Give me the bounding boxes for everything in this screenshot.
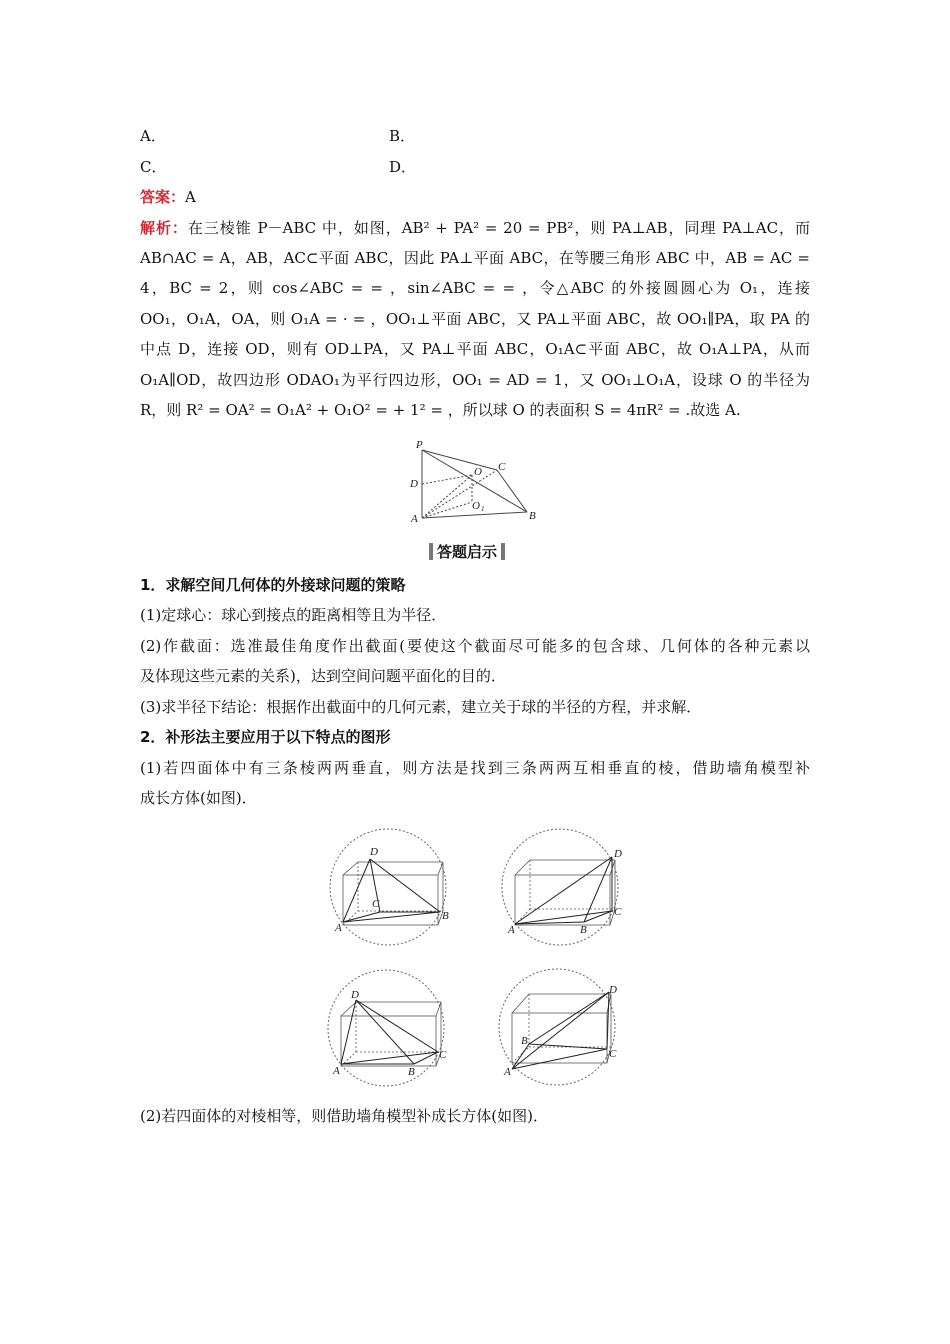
analysis-text-1: 在三棱锥 P－ABC 中，如图，AB² + PA² = 20 = PB²，则 PA⊥AB，同理 PA⊥AC，而 bbox=[187, 219, 810, 237]
answer-label: 答案： bbox=[140, 188, 186, 206]
analysis-line-5: 中点 D，连接 OD，则有 OD⊥PA，又 PA⊥平面 ABC，O₁A⊂平面 ABC，故 O₁A⊥PA，从而 bbox=[140, 340, 810, 358]
answer-value: A bbox=[185, 188, 196, 206]
sphere-figure-4 bbox=[499, 969, 624, 1089]
label-d: D bbox=[410, 478, 418, 490]
s3-label-b: B bbox=[408, 1066, 415, 1078]
s2-label-c: C bbox=[614, 906, 622, 918]
tip-heading-1: 1．求解空间几何体的外接球问题的策略 bbox=[140, 576, 406, 594]
tip-p2b: 及体现这些元素的关系)，达到空间问题平面化的目的． bbox=[140, 667, 506, 685]
tip-q1a: (1)若四面体中有三条棱两两垂直，则方法是找到三条两两互相垂直的棱，借助墙角模型补 bbox=[140, 759, 810, 777]
s3-label-c: C bbox=[439, 1049, 447, 1061]
answer-line bbox=[140, 187, 196, 207]
label-o1-sub: 1 bbox=[481, 505, 485, 513]
label-o1: O bbox=[472, 500, 480, 512]
analysis-line-2: AB∩AC = A，AB，AC⊂平面 ABC，因此 PA⊥平面 ABC，在等腰三角形 ABC 中，AB = AC = bbox=[140, 249, 810, 267]
s1-label-b: B bbox=[442, 910, 449, 922]
option-b: B． bbox=[389, 127, 416, 145]
sphere-figure-1 bbox=[328, 827, 448, 947]
s4-label-b: B bbox=[521, 1035, 528, 1047]
s1-label-c: C bbox=[372, 898, 380, 910]
tip-p1: (1)定球心：球心到接点的距离相等且为半径． bbox=[140, 606, 447, 624]
tip-q2: (2)若四面体的对棱相等，则借助墙角模型补成长方体(如图)． bbox=[140, 1107, 548, 1125]
tip-heading-2: 2．补形法主要应用于以下特点的图形 bbox=[140, 728, 391, 746]
title-bar-left bbox=[429, 543, 433, 560]
tip-p3: (3)求半径下结论：根据作出截面中的几何元素，建立关于球的半径的方程，并求解． bbox=[140, 698, 702, 716]
label-o: O bbox=[474, 466, 482, 478]
s4-label-a: A bbox=[504, 1066, 511, 1078]
tip-q1b: 成长方体(如图)． bbox=[140, 789, 257, 807]
tip-p2a: (2)作截面：选准最佳角度作出截面(要使这个截面尽可能多的包含球、几何体的各种元素以 bbox=[140, 637, 810, 655]
s2-label-b: B bbox=[580, 924, 587, 936]
label-b: B bbox=[529, 510, 536, 522]
analysis-label: 解析： bbox=[140, 219, 188, 237]
s4-label-d: D bbox=[609, 984, 617, 996]
s2-label-a: A bbox=[508, 924, 515, 936]
analysis-line-7: R，则 R² = OA² = O₁A² + O₁O² = + 1² = ，所以球 O 的表面积 S = 4πR² = .故选 A. bbox=[140, 401, 741, 419]
section-title-text: 答题启示 bbox=[437, 543, 498, 561]
analysis-line-4: OO₁，O₁A，OA，则 O₁A = · = ，OO₁⊥平面 ABC，又 PA⊥平面 ABC，故 OO₁∥PA，取 PA 的 bbox=[140, 310, 810, 328]
section-title bbox=[429, 541, 505, 562]
title-bar-right bbox=[501, 543, 505, 560]
option-d: D． bbox=[389, 158, 417, 176]
analysis-line-6: O₁A∥OD，故四边形 ODAO₁为平行四边形，OO₁ = AD = 1，又 OO₁⊥O₁A，设球 O 的半径为 bbox=[140, 371, 810, 389]
s2-label-d: D bbox=[614, 848, 622, 860]
tetrahedron-figure bbox=[405, 438, 545, 528]
option-a: A． bbox=[140, 127, 166, 145]
label-p: P bbox=[416, 439, 423, 451]
analysis-line-1 bbox=[140, 218, 810, 238]
label-c: C bbox=[498, 461, 506, 473]
s3-label-a: A bbox=[333, 1065, 340, 1077]
s1-label-d: D bbox=[370, 846, 378, 858]
s1-label-a: A bbox=[335, 922, 342, 934]
sphere-figure-2 bbox=[500, 827, 620, 947]
s3-label-d: D bbox=[351, 989, 359, 1001]
label-a: A bbox=[411, 513, 418, 525]
sphere-figure-3 bbox=[326, 970, 446, 1090]
option-c: C． bbox=[140, 158, 167, 176]
analysis-line-3: 4，BC = 2，则 cos∠ABC = = ，sin∠ABC = = ，令△ABC 的外接圆圆心为 O₁，连接 bbox=[140, 279, 810, 297]
s4-label-c: C bbox=[609, 1048, 617, 1060]
